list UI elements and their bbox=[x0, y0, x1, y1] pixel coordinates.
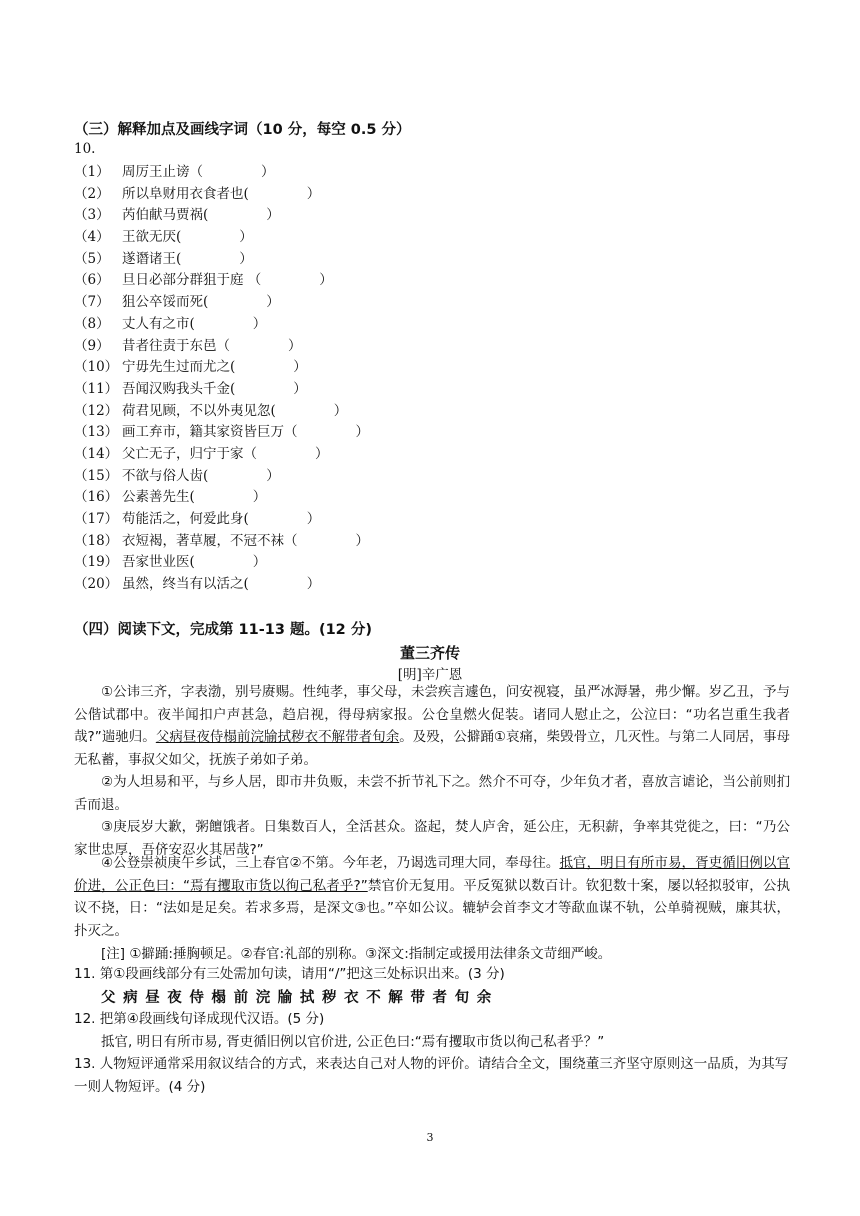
vocab-item-phrase: 芮伯献马贾祸( bbox=[122, 207, 209, 224]
vocab-item bbox=[74, 162, 594, 184]
closing-paren: ） bbox=[293, 380, 307, 397]
vocab-item-phrase: 荷君见顾，不以外夷见忽( bbox=[122, 402, 276, 419]
vocab-item bbox=[74, 270, 594, 292]
question-12-text: 抵官, 明日有所市易, 胥吏循旧例以官价进, 公正色曰:“焉有攫取市货以徇己私者乎？” bbox=[101, 1034, 605, 1050]
vocab-item-number: （6） bbox=[74, 272, 110, 289]
vocab-item-number: （16） bbox=[74, 489, 119, 506]
vocab-item-phrase: 衣短褐，著草履，不冠不袜（ bbox=[122, 532, 298, 549]
passage-paragraph-4: ④公登崇祯庚午乡试，三上春官②不第。今年老，乃谒选司理大同，奉母往。抵官，明日有所市易，胥吏循旧例以官价进，公正色曰：“焉有攫取市货以徇己私者乎?”禁官价无复用。平反冤狱以数百计。钦犯数十案，屡以轻拟驳审，公执议不挠，日：“法如是足矣。若求多焉，是深文③也。”卒如公议。辘轳会首李文才等歃血谋不轨，公单骑视贼，廉其状，扑灭之。 bbox=[74, 855, 790, 939]
closing-paren: ） bbox=[333, 402, 348, 419]
closing-paren: ） bbox=[252, 489, 267, 506]
vocab-item bbox=[74, 574, 594, 596]
vocab-item-number: （17） bbox=[74, 511, 119, 527]
vocab-item-phrase: 苟能活之，何爱此身( bbox=[122, 511, 249, 527]
vocab-item-phrase: 吾闻汉购我头千金( bbox=[122, 380, 236, 397]
vocab-item bbox=[74, 227, 594, 249]
vocab-item-list bbox=[74, 162, 594, 596]
vocab-item-phrase: 旦日必部分群狙于庭 （ bbox=[122, 272, 262, 289]
vocab-item bbox=[74, 336, 594, 358]
vocab-item-number: （1） bbox=[74, 164, 110, 180]
vocab-item-phrase: 不欲与俗人齿( bbox=[122, 467, 209, 484]
vocab-item-phrase: 遂谮诸王( bbox=[122, 250, 182, 267]
question-11: 11. 第①段画线部分有三处需加句读，请用“/”把这三处标识出来。(3 分) bbox=[74, 966, 505, 982]
vocab-item-number: （9） bbox=[74, 337, 110, 354]
vocab-item bbox=[74, 509, 594, 531]
closing-paren: ） bbox=[293, 359, 307, 376]
vocab-item-phrase: 虽然，终当有以活之( bbox=[122, 576, 249, 593]
closing-paren: ） bbox=[239, 250, 253, 267]
vocab-item-number: （12） bbox=[74, 402, 119, 419]
question-12: 12. 把第④段画线句译成现代汉语。(5 分) bbox=[74, 1011, 325, 1027]
vocab-item-phrase: 丈人有之市( bbox=[122, 315, 195, 332]
closing-paren: ） bbox=[355, 532, 369, 549]
closing-paren: ） bbox=[266, 207, 280, 224]
vocab-item-number: （11） bbox=[74, 380, 119, 397]
vocab-item-phrase: 昔者往责于东邑（ bbox=[122, 337, 230, 354]
section4-title: （四）阅读下文，完成第 11-13 题。(12 分) bbox=[74, 622, 372, 638]
vocab-item-number: （13） bbox=[74, 424, 119, 441]
vocab-item bbox=[74, 314, 594, 336]
vocab-item-phrase: 所以阜财用衣食者也( bbox=[122, 185, 249, 202]
vocab-item bbox=[74, 292, 594, 314]
closing-paren: ） bbox=[306, 576, 321, 593]
closing-paren: ） bbox=[306, 511, 321, 527]
vocab-item bbox=[74, 531, 594, 553]
vocab-item-phrase: 宁毋先生过而尤之( bbox=[122, 359, 236, 376]
vocab-item-number: （7） bbox=[74, 294, 110, 311]
vocab-item-number: （8） bbox=[74, 315, 110, 332]
vocab-item bbox=[74, 379, 594, 401]
vocab-item-number: （5） bbox=[74, 250, 110, 267]
underlined-sentence-1: 父病昼夜侍榻前浣牏拭秽衣不解带者旬余 bbox=[155, 729, 400, 746]
passage-paragraph-3: ③庚辰岁大歉，粥饘饿者。日集数百人，全活甚众。盗起，焚人庐舍，延公庄，无积薪，争率其党徙之，曰：“乃公家世忠厚，吾侪安忍火其居哉?” bbox=[74, 819, 790, 858]
vocab-item bbox=[74, 249, 594, 271]
footnotes: [注] ①擗踊:捶胸顿足。②春官:礼部的别称。③深文:指制定或援用法律条文苛细严峻。 bbox=[101, 946, 612, 962]
vocab-item-number: （18） bbox=[74, 532, 119, 549]
question-13: 13. 人物短评通常采用叙议结合的方式，来表达自己对人物的评价。请结合全文，围绕董三齐坚守原则这一品质，为其写一则人物短评。(4 分) bbox=[74, 1056, 789, 1095]
passage-title: 董三齐传 bbox=[399, 644, 460, 662]
vocab-item-phrase: 狙公卒馁而死( bbox=[122, 294, 209, 311]
closing-paren: ） bbox=[355, 424, 369, 441]
section3-title: （三）解释加点及画线字词（10 分，每空 0.5 分） bbox=[74, 122, 411, 138]
closing-paren: ） bbox=[252, 554, 267, 571]
vocab-item-phrase: 画工弃市，籍其家资皆巨万（ bbox=[122, 424, 298, 441]
vocab-item-number: （4） bbox=[74, 229, 110, 246]
passage-author: [明]辛广恩 bbox=[397, 667, 463, 683]
vocab-item-number: （15） bbox=[74, 467, 119, 484]
vocab-item bbox=[74, 205, 594, 227]
closing-paren: ） bbox=[315, 445, 329, 462]
closing-paren: ） bbox=[319, 272, 333, 289]
vocab-item bbox=[74, 466, 594, 488]
passage-paragraph-2: ②为人坦易和平，与乡人居，即市井负贩，未尝不折节礼下之。然介不可夺，少年负才者，喜放言谑论，当公前则扪舌而退。 bbox=[74, 774, 790, 813]
closing-paren: ） bbox=[266, 467, 280, 484]
vocab-item-number: （2） bbox=[74, 185, 110, 202]
vocab-item-number: （10） bbox=[74, 359, 119, 376]
vocab-item-phrase: 王欲无厌( bbox=[122, 229, 182, 246]
vocab-item bbox=[74, 357, 594, 379]
vocab-item bbox=[74, 552, 594, 574]
closing-paren: ） bbox=[306, 185, 321, 202]
page-number: 3 bbox=[426, 1131, 434, 1144]
vocab-item bbox=[74, 422, 594, 444]
closing-paren: ） bbox=[266, 294, 280, 311]
vocab-item bbox=[74, 487, 594, 509]
vocab-item-number: （3） bbox=[74, 207, 110, 224]
vocab-item bbox=[74, 444, 594, 466]
passage-paragraph-1: ①公讳三齐，字表渤，别号赓赐。性纯孝，事父母，未尝疾言遽色，问安视寝，虽严冰溽暑，弗少懈。岁乙丑，予与公偕试郡中。夜半闻扣户声甚急，趋启视，得母病家报。公仓皇燃火促装。诸同人慰止之，公泣曰：“功名岂重生我者哉?”遄驰归。父病昼夜侍榻前浣牏拭秽衣不解带者旬余。及殁，公擗踊①哀痛，柴毁骨立，几灭性。与第二人同居，事母无私蓄，事叔父如父，抚族子弟如子弟。 bbox=[74, 684, 790, 768]
vocab-item bbox=[74, 401, 594, 423]
underlined-sentence-4: 抵官，明日有所市易，胥吏循旧例以官价进，公正色曰：“焉有攫取市货以徇己私者乎?” bbox=[74, 855, 790, 894]
vocab-item-number: （20） bbox=[74, 576, 119, 593]
vocab-item-phrase: 周厉王止谤（ bbox=[122, 164, 203, 180]
vocab-item bbox=[74, 184, 594, 206]
vocab-item-phrase: 父亡无子，归宁于家（ bbox=[122, 445, 257, 462]
vocab-item-phrase: 公素善先生( bbox=[122, 489, 195, 506]
question-11-text: 父病昼夜侍榻前浣牏拭秽衣不解带者旬余 bbox=[101, 990, 499, 1006]
closing-paren: ） bbox=[288, 337, 302, 354]
vocab-item-phrase: 吾家世业医( bbox=[122, 554, 195, 571]
vocab-item-number: （19） bbox=[74, 554, 119, 571]
question-10-label: 10. bbox=[74, 141, 96, 157]
closing-paren: ） bbox=[239, 229, 253, 246]
vocab-item-number: （14） bbox=[74, 445, 119, 462]
closing-paren: ） bbox=[261, 164, 275, 180]
closing-paren: ） bbox=[252, 315, 267, 332]
